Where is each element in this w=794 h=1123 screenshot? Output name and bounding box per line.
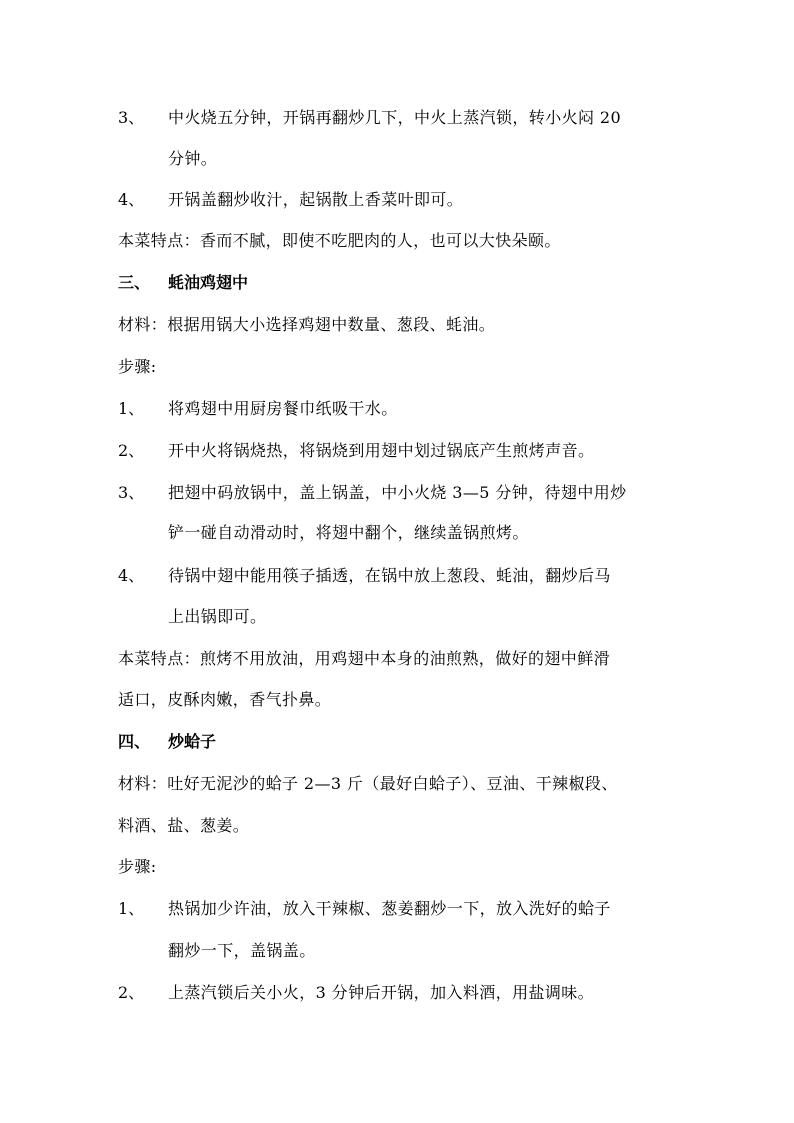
- materials: 材料：吐好无泥沙的蛤子 2—3 斤（最好白蛤子）、豆油、干辣椒段、: [118, 774, 618, 793]
- section-number: 四、: [118, 732, 151, 751]
- step-number: 4、: [118, 190, 145, 209]
- step-number: 4、: [118, 566, 145, 585]
- step-number: 2、: [118, 983, 145, 1002]
- step-text: 热锅加少许油，放入干辣椒、葱姜翻炒一下，放入洗好的蛤子: [168, 899, 611, 918]
- steps-label: 步骤:: [118, 857, 157, 876]
- step-number: 3、: [118, 108, 145, 127]
- step-text-continued: 铲一碰自动滑动时，将翅中翻个，继续盖锅煎烤。: [168, 523, 529, 542]
- materials-continued: 料酒、盐、葱姜。: [118, 816, 250, 835]
- step-number: 1、: [118, 399, 145, 418]
- step-text: 待锅中翅中能用筷子插透，在锅中放上葱段、蚝油，翻炒后马: [168, 566, 611, 585]
- dish-feature-continued: 适口，皮酥肉嫩，香气扑鼻。: [118, 690, 332, 709]
- materials: 材料：根据用锅大小选择鸡翅中数量、葱段、蚝油。: [118, 315, 496, 334]
- step-number: 3、: [118, 483, 145, 502]
- dish-feature: 本菜特点：香而不腻，即使不吃肥肉的人，也可以大快朵颐。: [118, 231, 561, 250]
- step-text-continued: 上出锅即可。: [168, 607, 267, 626]
- section-number: 三、: [118, 273, 151, 292]
- steps-label: 步骤:: [118, 357, 157, 376]
- step-text-continued: 分钟。: [168, 149, 218, 168]
- step-text: 开中火将锅烧热，将锅烧到用翅中划过锅底产生煎烤声音。: [168, 441, 595, 460]
- step-text-continued: 翻炒一下，盖锅盖。: [168, 941, 316, 960]
- dish-feature: 本菜特点：煎烤不用放油，用鸡翅中本身的油煎熟，做好的翅中鲜滑: [118, 649, 611, 668]
- section-title: 炒蛤子: [168, 732, 217, 751]
- step-text: 中火烧五分钟，开锅再翻炒几下，中火上蒸汽锁，转小火闷 20: [168, 108, 622, 127]
- step-number: 1、: [118, 899, 145, 918]
- step-text: 将鸡翅中用厨房餐巾纸吸干水。: [168, 399, 398, 418]
- step-text: 上蒸汽锁后关小火，3 分钟后开锅，加入料酒，用盐调味。: [168, 983, 595, 1002]
- section-title: 蚝油鸡翅中: [168, 273, 249, 292]
- step-text: 把翅中码放锅中，盖上锅盖，中小火烧 3—5 分钟，待翅中用炒: [168, 483, 627, 502]
- step-number: 2、: [118, 441, 145, 460]
- step-text: 开锅盖翻炒收汁，起锅散上香菜叶即可。: [168, 190, 464, 209]
